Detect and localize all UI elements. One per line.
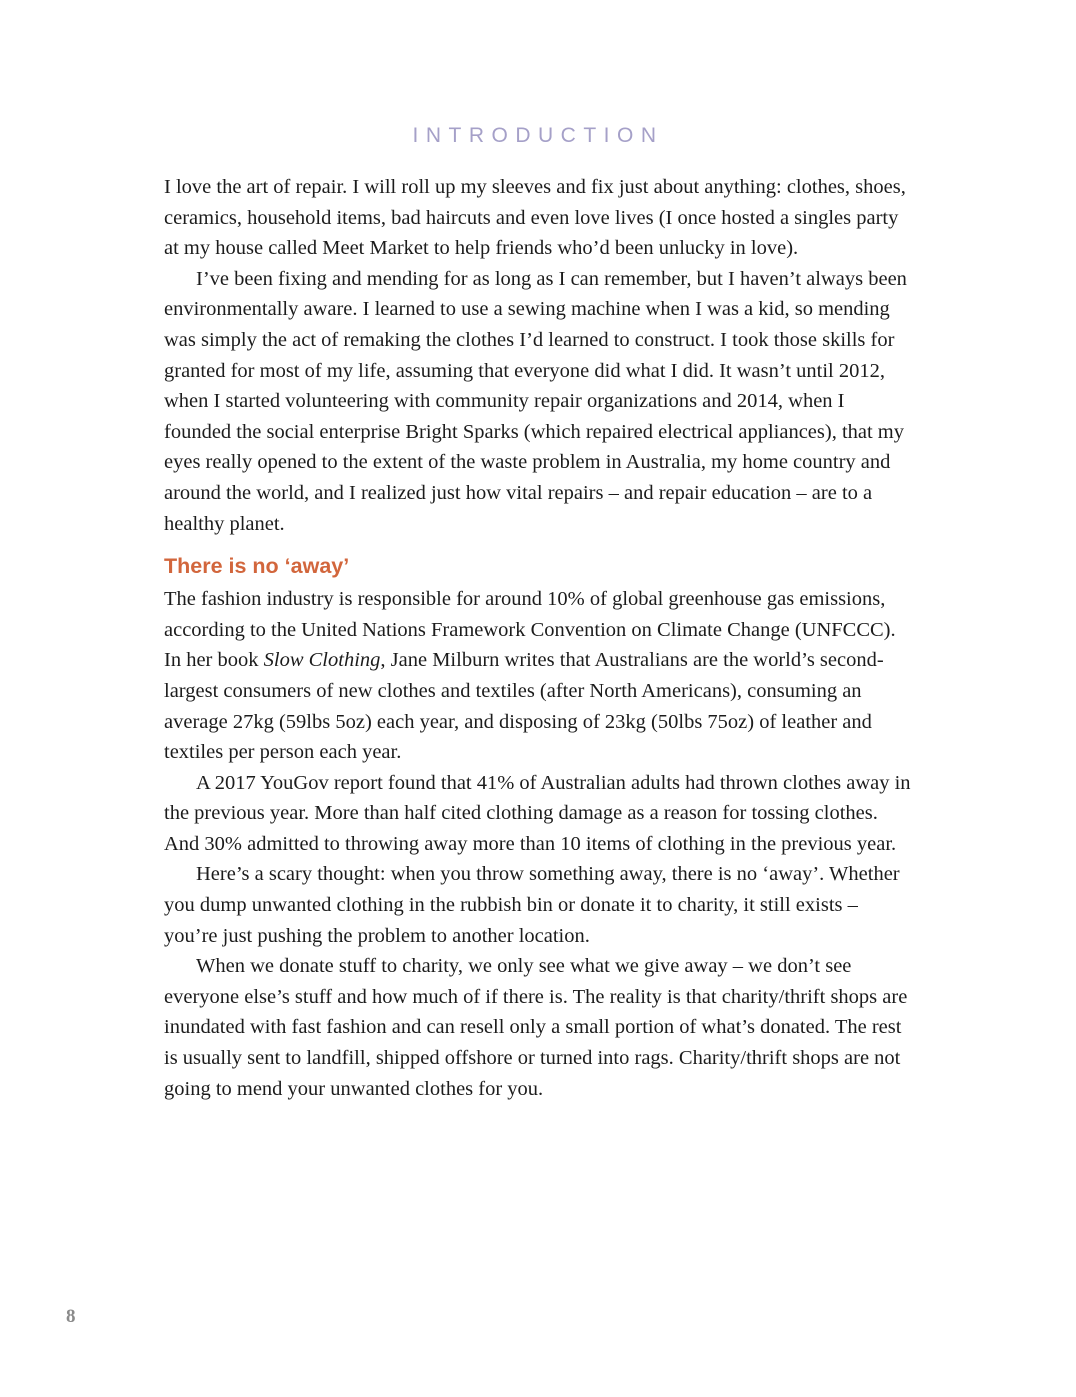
section-heading: There is no ‘away’	[164, 554, 350, 579]
paragraph-text: I love the art of repair. I will roll up my sleeves and fix just about anything: clothes, shoes, ceramics, household items, bad haircuts and even love lives (I once hosted a singles party at my house called Meet Market to help friends who’d been unlucky in love).	[164, 176, 906, 260]
chapter-title: INTRODUCTION	[412, 124, 664, 147]
page-number: 8	[66, 1306, 76, 1327]
paragraph-text: I’ve been fixing and mending for as long as I can remember, but I haven’t always been environmentally aware. I learned to use a sewing machine when I was a kid, so mending was simply the act of remaking the clothes I’d learned to construct. I took those skills for granted for most of my life, assuming that everyone did what I did. It wasn’t until 2012, when I started volunteering with community repair organizations and 2014, when I founded the social enterprise Bright Sparks (which repaired electrical appliances), that my eyes really opened to the extent of the waste problem in Australia, my home country and around the world, and I realized just how vital repairs – and repair education – are to a healthy planet.	[164, 267, 907, 535]
paragraph-text: , Jane Milburn writes that Australians are the world’s second-largest consumers of new clothes and textiles (after North Americans), consuming an average 27kg (59lbs 5oz) each year, and disposing of 23kg (50lbs 75oz) of leather and textiles per person each year.	[164, 649, 884, 764]
italic-text: Slow Clothing	[263, 649, 381, 672]
body-paragraph	[164, 264, 916, 539]
body-paragraph	[164, 172, 916, 264]
paragraph-text: A 2017 YouGov report found that 41% of Australian adults had thrown clothes away in the previous year. More than half cited clothing damage as a reason for tossing clothes. And 30% admitted to throwing away more than 10 items of clothing in the previous year.	[164, 771, 911, 855]
paragraph-text: The fashion industry is responsible for around 10% of global greenhouse gas emissions, according to the United Nations Framework Convention on Climate Change (UNFCCC). In her book	[164, 588, 896, 672]
body-paragraph	[164, 859, 916, 951]
body-paragraph	[164, 584, 916, 768]
page-content	[164, 172, 916, 1104]
body-paragraph	[164, 951, 916, 1104]
paragraph-text: Here’s a scary thought: when you throw something away, there is no ‘away’. Whether you dump unwanted clothing in the rubbish bin or donate it to charity, it still exists – you’re just pushing the problem to another location.	[164, 863, 900, 947]
body-paragraph	[164, 768, 916, 860]
paragraph-text: When we donate stuff to charity, we only see what we give away – we don’t see everyone else’s stuff and how much of if there is. The reality is that charity/thrift shops are inundated with fast fashion and can resell only a small portion of what’s donated. The rest is usually sent to landfill, shipped offshore or turned into rags. Charity/thrift shops are not going to mend your unwanted clothes for you.	[164, 955, 908, 1100]
